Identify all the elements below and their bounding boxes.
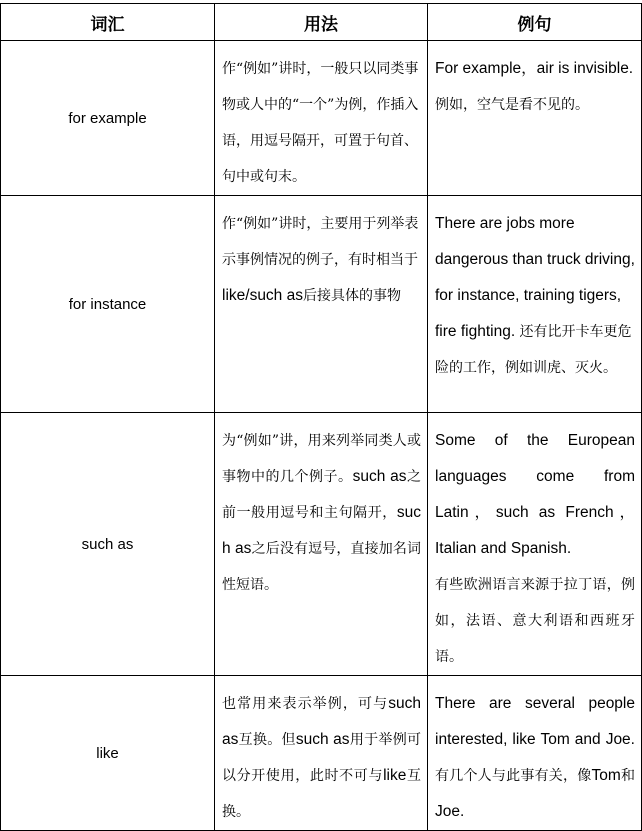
- example-cell: [428, 676, 642, 831]
- vocabulary-table: [0, 3, 642, 831]
- example-chinese: 例如，空气是看不见的。: [435, 97, 589, 113]
- usage-cell: [215, 413, 428, 676]
- usage-part: 也常用来表示举例，可与: [222, 696, 389, 712]
- usage-part: such as: [222, 695, 421, 748]
- example-english: Some of the European languages come from Latin，such as French，Italian and Spanish.: [435, 432, 635, 557]
- example-part: 和: [620, 768, 636, 784]
- example-english: For example，air is invisible.: [435, 60, 634, 77]
- example-part: Tom: [591, 767, 621, 784]
- usage-text: [215, 676, 427, 830]
- table-row: [1, 196, 642, 413]
- header-usage: 用法: [215, 4, 428, 41]
- table-row: [1, 41, 642, 196]
- usage-cell: [215, 676, 428, 831]
- term-cell: like: [1, 676, 215, 831]
- usage-part: 互换。但: [238, 732, 296, 748]
- example-text: [428, 196, 641, 386]
- usage-cell: [215, 41, 428, 196]
- example-text: [428, 676, 641, 830]
- usage-part: 互换。: [222, 768, 422, 820]
- usage-part: 后接具体的事物: [302, 288, 401, 304]
- example-chinese: 有几个人与此事有关，像: [435, 768, 592, 784]
- term-cell: for example: [1, 41, 215, 196]
- usage-part: such as: [295, 731, 350, 748]
- header-term: 词汇: [1, 4, 215, 41]
- example-english: There are several people interested, like Tom and Joe.: [435, 695, 635, 748]
- usage-text: [215, 196, 427, 314]
- usage-part: 用于举例可以分开使用，此时不可与: [222, 732, 422, 784]
- usage-part: 作“例如”讲时，主要用于列举表示事例情况的例子，有时相当于: [222, 216, 419, 268]
- table-row: [1, 676, 642, 831]
- usage-part: such as: [222, 504, 421, 557]
- term-cell: such as: [1, 413, 215, 676]
- term-cell: for instance: [1, 196, 215, 413]
- usage-part: like: [383, 767, 407, 784]
- header-row: [1, 4, 642, 41]
- usage-part: 之前一般用逗号和主句隔开，: [222, 469, 422, 521]
- example-english: There are jobs more dangerous than truck driving, for instance, training tigers, fire fighting.: [435, 215, 635, 340]
- example-text: [428, 41, 641, 123]
- example-cell: [428, 413, 642, 676]
- example-chinese: 有些欧洲语言来源于拉丁语，例如，法语、意大利语和西班牙语。: [435, 577, 635, 665]
- usage-text: 作“例如”讲时，一般只以同类事物或人中的“一个”为例，作插入语，用逗号隔开，可置于句首、句中或句末。: [222, 61, 419, 185]
- example-part: Joe.: [435, 803, 465, 820]
- example-cell: [428, 196, 642, 413]
- usage-cell: [215, 196, 428, 413]
- header-example: 例句: [428, 4, 642, 41]
- example-cell: [428, 41, 642, 196]
- example-text: [428, 413, 641, 675]
- usage-text: [215, 413, 427, 603]
- usage-part: 之后没有逗号，直接加名词性短语。: [222, 541, 421, 593]
- table-row: [1, 413, 642, 676]
- usage-part: 为“例如”讲，用来列举同类人或事物中的几个例子。: [222, 433, 421, 485]
- usage-part: like/such as: [222, 287, 303, 304]
- usage-part: such as: [352, 468, 407, 485]
- example-chinese: 还有比开卡车更危险的工作，例如训虎、灭火。: [435, 324, 632, 376]
